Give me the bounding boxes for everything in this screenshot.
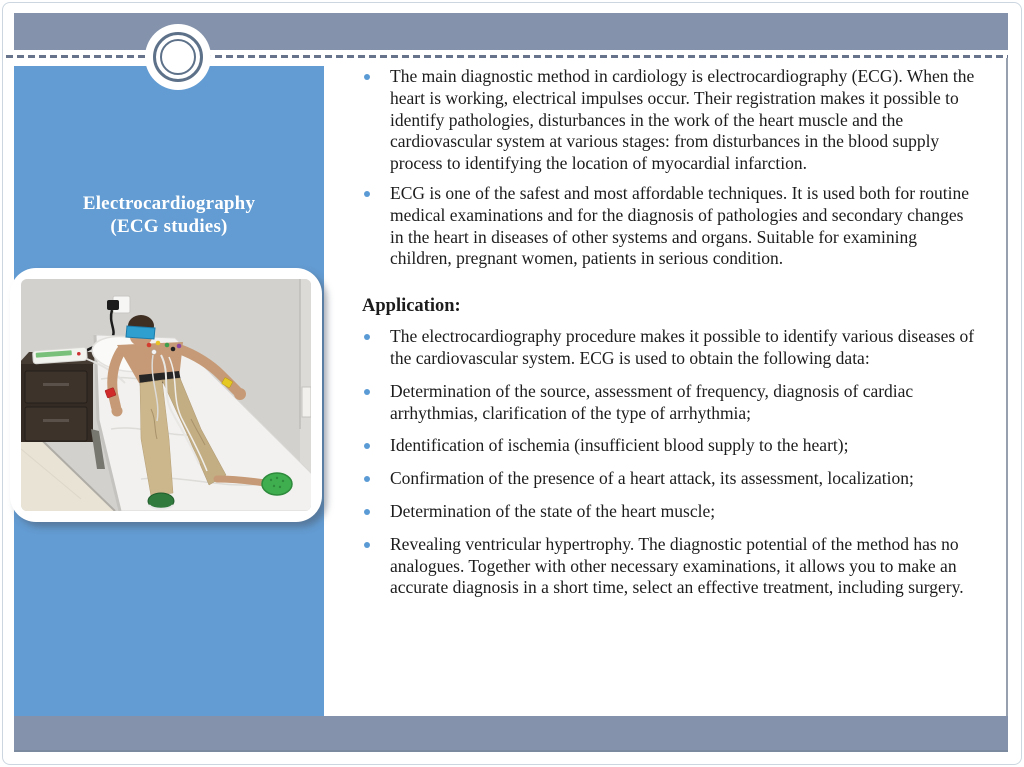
photo-frame [10, 268, 322, 522]
bullet-item [352, 381, 980, 425]
bullet-text: Identification of ischemia (insufficient blood supply to the heart); [390, 435, 849, 456]
bullet-text: The main diagnostic method in cardiology is electrocardiography (ECG). When the heart is working, electrical impulses occur. Their registration makes it possible to identify pathologies, disturbances in the work of the heart muscle and the cardiovascular system at various stages: from disturbances in the blood supply process to identifying the location of myocardial infarction. [390, 66, 975, 174]
body-text [352, 66, 980, 610]
bullet-icon [364, 542, 370, 548]
bullet-item [352, 435, 980, 457]
bullet-item [352, 534, 980, 599]
bullet-icon [364, 509, 370, 515]
bullet-icon [364, 443, 370, 449]
bullet-icon [364, 191, 370, 197]
bullet-item [352, 183, 980, 270]
bullet-item [352, 468, 980, 490]
bullet-icon [364, 74, 370, 80]
slide-title-line1: Electrocardiography [82, 193, 256, 214]
bullet-item [352, 326, 980, 370]
application-bullet-list [352, 326, 980, 599]
bullet-item [352, 66, 980, 175]
bullet-text: The electrocardiography procedure makes it possible to identify various diseases of the cardiovascular system. ECG is used to obtain the following data: [390, 326, 975, 368]
bottom-bar [14, 716, 1008, 752]
bullet-text: Confirmation of the presence of a heart attack, its assessment, localization; [390, 468, 914, 489]
application-heading: Application: [362, 296, 461, 317]
ornament-ring-outer [153, 32, 203, 82]
bullet-text: ECG is one of the safest and most affordable techniques. It is used both for routine medical examinations and for the diagnosis of pathologies and secondary changes in the heart in diseases of other systems and organs. Suitable for examining children, pregnant women, patients in serious condition. [390, 182, 969, 269]
ecg-patient-illustration [21, 279, 311, 511]
ecg-patient-photo [21, 279, 311, 511]
eye-mask [126, 326, 155, 339]
bullet-text: Determination of the source, assessment of frequency, diagnosis of cardiac arrhythmias, clarification of the type of arrhythmia; [390, 380, 914, 423]
slide-title [14, 192, 324, 238]
bullet-item [352, 501, 980, 523]
bullet-text: Determination of the state of the heart muscle; [390, 500, 716, 521]
bullet-text: Revealing ventricular hypertrophy. The diagnostic potential of the method has no analogues. Together with other necessary examinations, it allows you to make an accurate diagnosis in a short time, select an effective treatment, including surgery. [390, 533, 964, 598]
bullet-icon [364, 476, 370, 482]
bullet-icon [364, 334, 370, 340]
bullet-icon [364, 389, 370, 395]
wall-fixture [302, 387, 311, 417]
intro-bullet-list [352, 66, 980, 270]
ornament-ring-inner [160, 39, 196, 75]
slide-title-line2: (ECG studies) [110, 216, 228, 237]
circle-ornament-icon [145, 24, 211, 90]
nightstand [21, 352, 103, 442]
